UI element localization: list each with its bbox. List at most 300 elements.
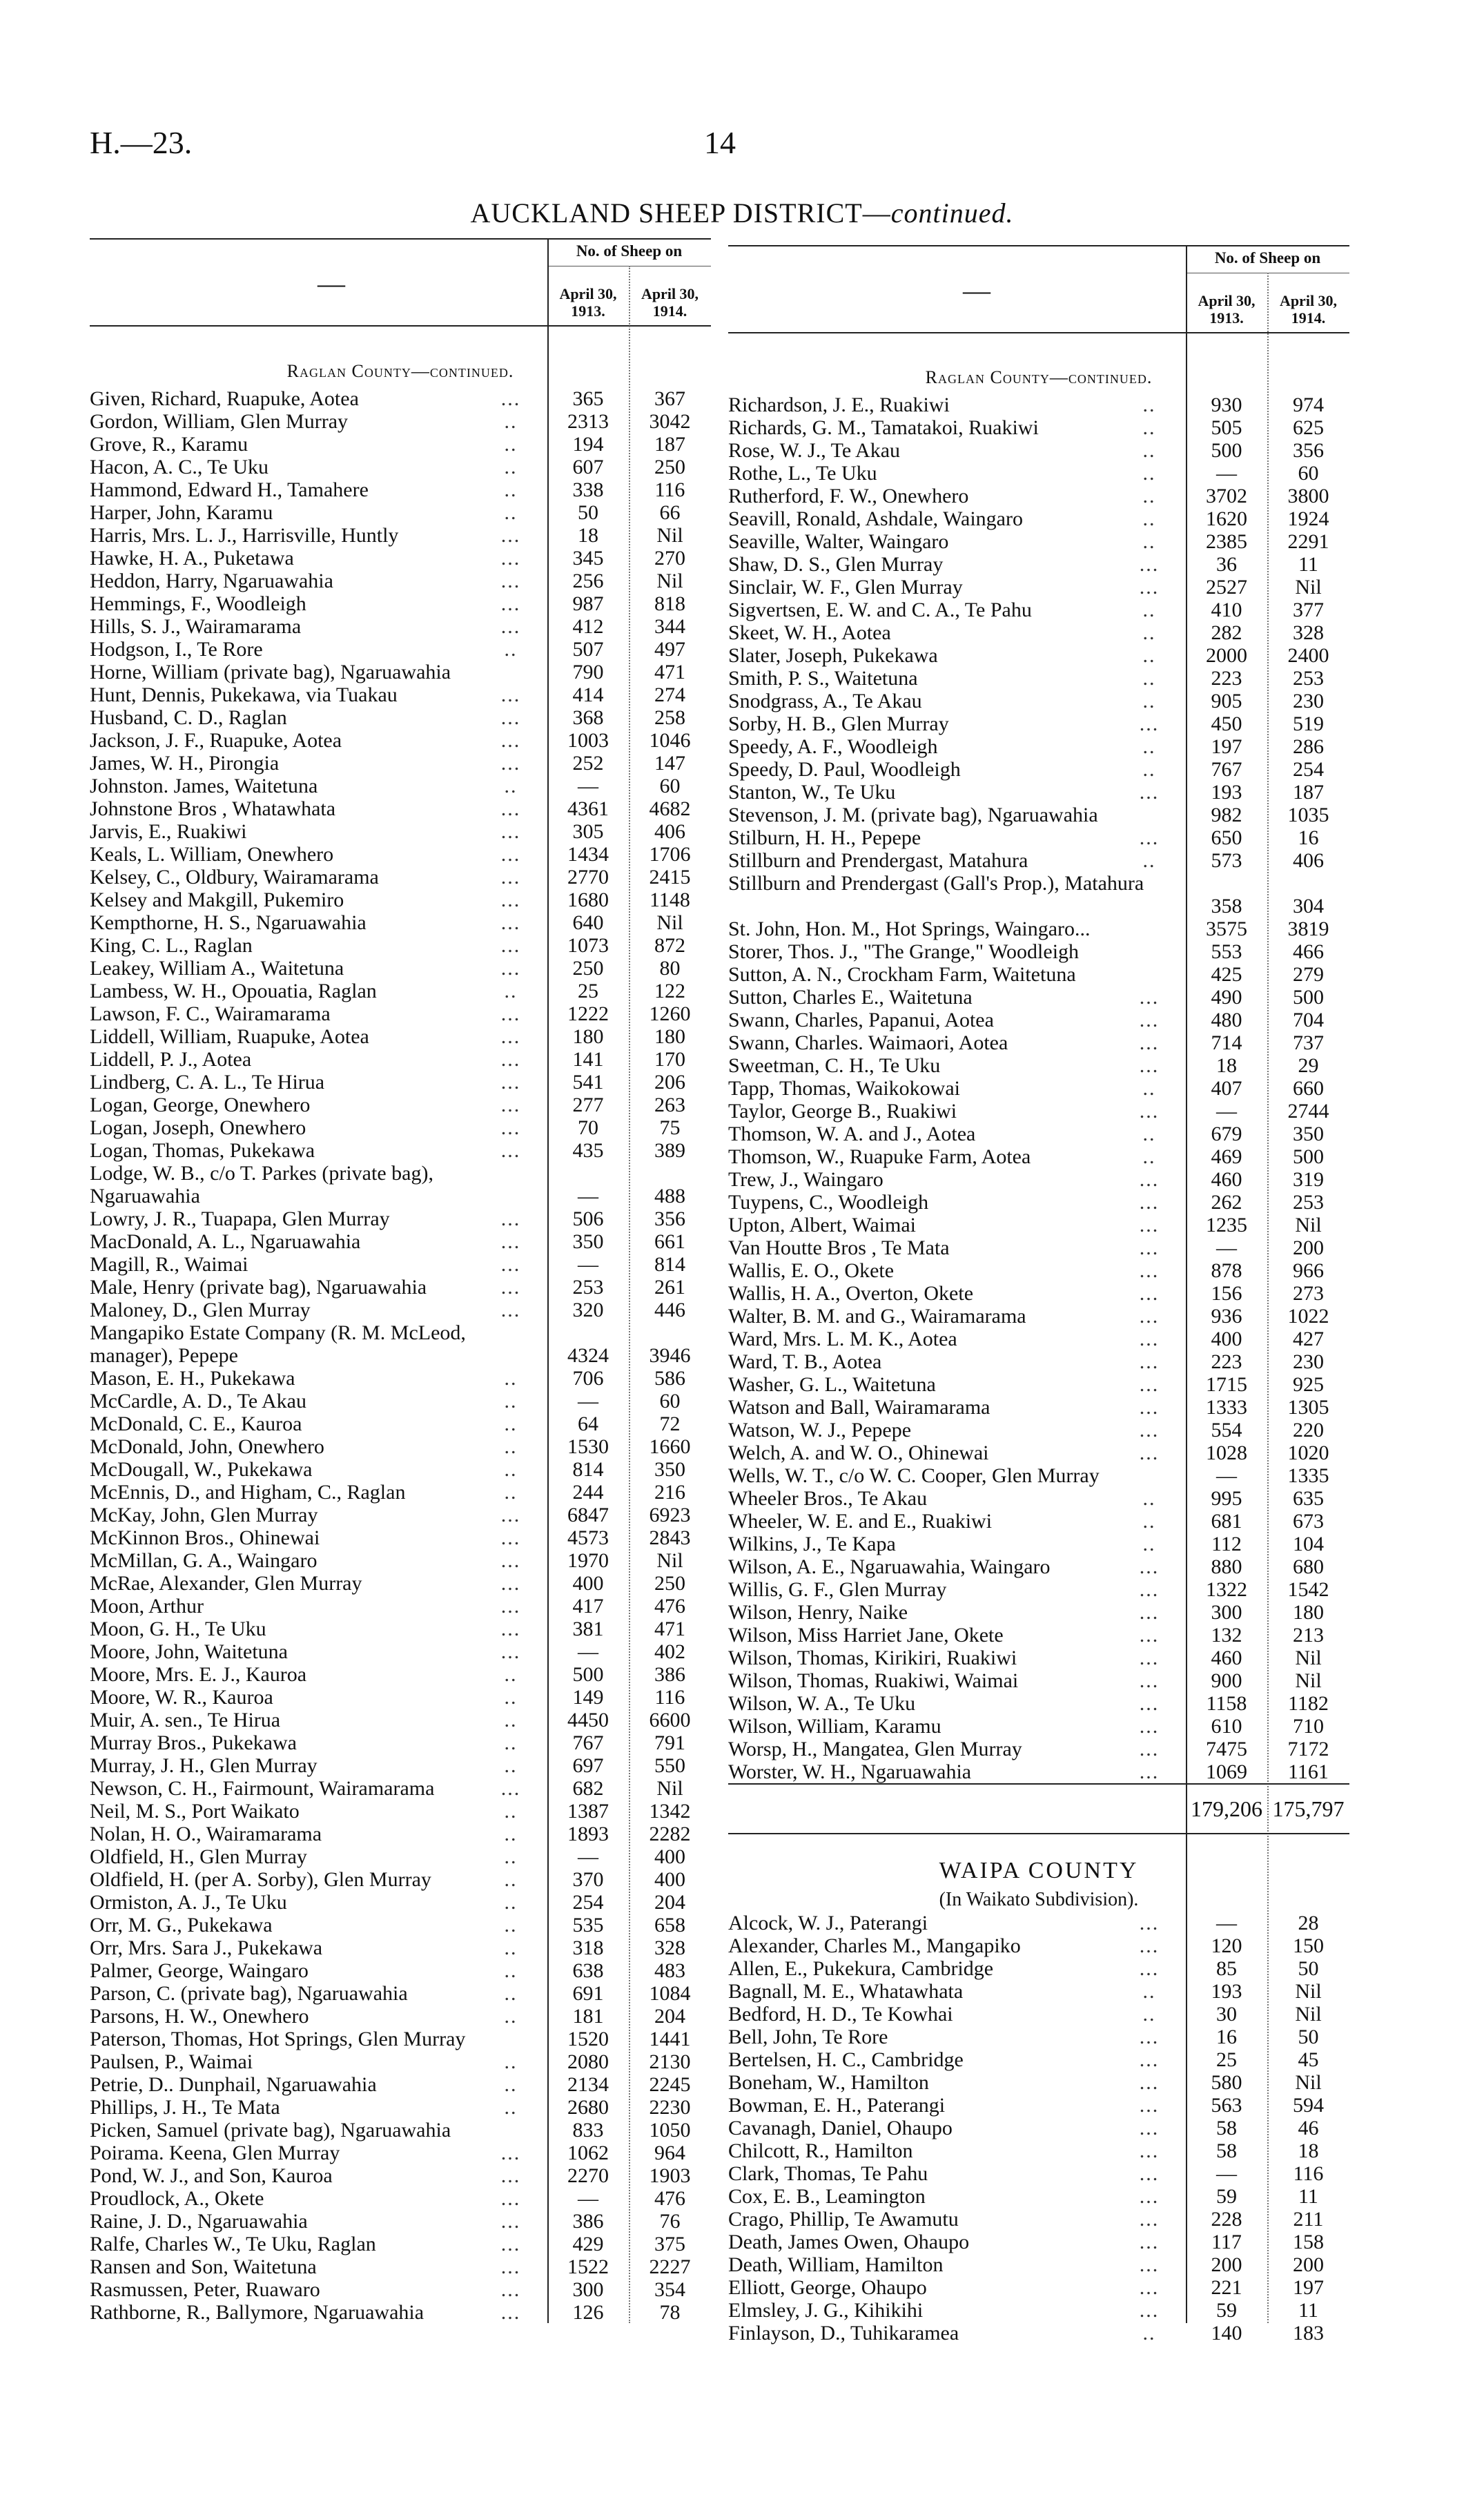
leader-dots: .. — [504, 410, 518, 433]
sheep-1914: 872 — [654, 934, 685, 957]
sheep-1913: 370 — [572, 1868, 604, 1891]
sheep-1914: 377 — [1293, 599, 1324, 621]
sheep-1914: 966 — [1293, 1259, 1324, 1282]
sheep-1913: 480 — [1211, 1009, 1242, 1031]
owner-name: Oldfield, H., Glen Murray — [90, 1845, 307, 1868]
table-row — [90, 1048, 711, 1071]
table-row — [728, 1191, 1349, 1214]
sheep-1914: 2227 — [649, 2255, 691, 2278]
leader-dots: ... — [1139, 1259, 1160, 1282]
leader-dots: .. — [504, 1731, 518, 1754]
sheep-1913: 706 — [572, 1367, 604, 1390]
sheep-1914: 72 — [659, 1412, 681, 1435]
sheep-1914: Nil — [656, 524, 683, 547]
sheep-1913: 140 — [1211, 2322, 1242, 2344]
sheep-1913: 507 — [572, 638, 604, 661]
sheep-1914: 925 — [1293, 1373, 1324, 1396]
table-row — [728, 940, 1349, 963]
table-row — [728, 963, 1349, 986]
sheep-1913: 767 — [1211, 758, 1242, 781]
sheep-1914: 710 — [1293, 1715, 1324, 1738]
sheep-1914: 6923 — [649, 1504, 691, 1526]
owner-name: Alcock, W. J., Paterangi — [728, 1912, 928, 1934]
total-1913: 179,206 — [1191, 1796, 1262, 1821]
table-row — [90, 1094, 711, 1116]
leader-dots: .. — [1142, 1533, 1156, 1555]
owner-name: McKay, John, Glen Murray — [90, 1504, 318, 1526]
owner-name: Kelsey, C., Oldbury, Wairamarama — [90, 866, 379, 889]
owner-name: McDonald, John, Onewhero — [90, 1435, 324, 1458]
sheep-1913: 1003 — [567, 729, 609, 752]
table-row — [90, 478, 711, 501]
leader-dots: ... — [1139, 576, 1160, 599]
leader-dots: ... — [500, 2187, 521, 2210]
table-row — [90, 1868, 711, 1891]
owner-name: Death, William, Hamilton — [728, 2253, 944, 2276]
table-row — [90, 1777, 711, 1800]
sheep-1913: 469 — [1211, 1145, 1242, 1168]
table-row — [90, 1002, 711, 1025]
table-row — [728, 1100, 1349, 1123]
owner-name: Snodgrass, A., Te Akau — [728, 690, 922, 712]
owner-name: Cox, E. B., Leamington — [728, 2185, 926, 2208]
table-row — [90, 387, 711, 410]
sheep-1914: 60 — [659, 775, 681, 797]
sheep-1913: 400 — [572, 1572, 604, 1595]
table-row — [90, 2255, 711, 2278]
leader-dots: ... — [1139, 781, 1160, 804]
sheep-1913: 2385 — [1206, 530, 1247, 553]
sheep-1914: 60 — [1298, 462, 1319, 485]
header-group-label: No. of Sheep on — [1214, 249, 1321, 266]
sheep-1914: 6600 — [649, 1709, 691, 1731]
owner-name: McMillan, G. A., Waingaro — [90, 1549, 318, 1572]
table-row — [728, 416, 1349, 439]
leader-dots: ... — [1139, 1168, 1160, 1191]
owner-name: Wilson, Thomas, Ruakiwi, Waimai — [728, 1669, 1019, 1692]
owner-name: Wells, W. T., c/o W. C. Cooper, Glen Murray — [728, 1464, 1100, 1487]
leader-dots: .. — [504, 1936, 518, 1959]
owner-name: Mason, E. H., Pukekawa — [90, 1367, 295, 1390]
owner-name: Bertelsen, H. C., Cambridge — [728, 2048, 964, 2071]
left-table-header — [90, 238, 711, 327]
sheep-1914: 476 — [654, 2187, 685, 2210]
owner-name: Wilson, Henry, Naike — [728, 1601, 908, 1624]
owner-name: Magill, R., Waimai — [90, 1253, 248, 1276]
sheep-1913: 223 — [1211, 667, 1242, 690]
table-row — [728, 576, 1349, 599]
table-row — [90, 1640, 711, 1663]
leader-dots: ... — [1139, 2117, 1160, 2139]
table-row — [90, 410, 711, 433]
owner-name: Husband, C. D., Raglan — [90, 706, 287, 729]
table-row — [728, 1555, 1349, 1578]
leader-dots: ... — [1139, 2162, 1160, 2185]
owner-name: Lawson, F. C., Wairamarama — [90, 1002, 331, 1025]
owner-name: Bagnall, M. E., Whatawhata — [728, 1980, 964, 2003]
sheep-1913: 410 — [1211, 599, 1242, 621]
table-row — [728, 1145, 1349, 1168]
leader-dots: ... — [500, 911, 521, 934]
sheep-1914: 964 — [654, 2142, 685, 2164]
leader-dots: .. — [504, 2096, 518, 2119]
sheep-1913: 318 — [572, 1936, 604, 1959]
owner-name: Sutton, Charles E., Waitetuna — [728, 986, 973, 1009]
sheep-1914: 80 — [659, 957, 681, 980]
table-row — [90, 1936, 711, 1959]
sheep-1913: 58 — [1216, 2139, 1237, 2162]
owner-name: Moore, Mrs. E. J., Kauroa — [90, 1663, 307, 1686]
table-row — [728, 1305, 1349, 1328]
sheep-1914: 350 — [654, 1458, 685, 1481]
leader-dots: ... — [1139, 1957, 1160, 1980]
leader-dots: ... — [500, 1640, 521, 1663]
owner-name: Worster, W. H., Ngaruawahia — [728, 1760, 972, 1783]
leader-dots: ... — [1139, 2139, 1160, 2162]
sheep-1913: 156 — [1211, 1282, 1242, 1305]
sheep-1914: 386 — [654, 1663, 685, 1686]
owner-name: Wheeler, W. E. and E., Ruakiwi — [728, 1510, 993, 1533]
sheep-1914: 220 — [1293, 1419, 1324, 1441]
leader-dots: ... — [1139, 986, 1160, 1009]
table-row — [728, 1054, 1349, 1077]
leader-dots: ... — [1139, 1396, 1160, 1419]
sheep-1914: 150 — [1293, 1934, 1324, 1957]
leader-dots: ... — [500, 1116, 521, 1139]
table-row — [90, 592, 711, 615]
owner-name: Moore, John, Waitetuna — [90, 1640, 288, 1663]
sheep-1913: 679 — [1211, 1123, 1242, 1145]
sheep-1914: 122 — [654, 980, 685, 1002]
owner-name: Given, Richard, Ruapuke, Aotea — [90, 387, 359, 410]
owner-name: Tuypens, C., Woodleigh — [728, 1191, 929, 1214]
sheep-1914: 2282 — [649, 1823, 691, 1845]
owner-name: Thomson, W. A. and J., Aotea — [728, 1123, 976, 1145]
leader-dots: .. — [504, 775, 518, 797]
sheep-1914: 550 — [654, 1754, 685, 1777]
leader-dots: .. — [1142, 530, 1156, 553]
sheep-1914: 60 — [659, 1390, 681, 1412]
sheep-1914: 500 — [1293, 1145, 1324, 1168]
sheep-1914: 680 — [1293, 1555, 1324, 1578]
leader-dots: .. — [1142, 621, 1156, 644]
sheep-1914: 586 — [654, 1367, 685, 1390]
table-row — [728, 1669, 1349, 1692]
sheep-1914: 1050 — [649, 2119, 691, 2142]
owner-name: Orr, Mrs. Sara J., Pukekawa — [90, 1936, 323, 1959]
sheep-1914: 170 — [654, 1048, 685, 1071]
leader-dots: .. — [1142, 1980, 1156, 2003]
sheep-1914: 519 — [1293, 712, 1324, 735]
sheep-1914: 187 — [1293, 781, 1324, 804]
sheep-1913: 381 — [572, 1618, 604, 1640]
sheep-1913: 320 — [572, 1299, 604, 1321]
leader-dots: .. — [1142, 1123, 1156, 1145]
table-row — [90, 1390, 711, 1412]
sheep-1913: 1434 — [567, 843, 609, 866]
leader-dots: ... — [500, 1526, 521, 1549]
sheep-1913: 126 — [572, 2301, 604, 2324]
owner-name: Seaville, Walter, Waingaro — [728, 530, 949, 553]
table-row — [90, 1435, 711, 1458]
sheep-1914: 270 — [654, 547, 685, 570]
sheep-1914: 356 — [1293, 439, 1324, 462]
leader-dots: .. — [1142, 690, 1156, 712]
leader-dots: ... — [1139, 553, 1160, 576]
sheep-1913: 506 — [572, 1207, 604, 1230]
table-row — [90, 1139, 711, 1162]
sheep-1913: 25 — [578, 980, 598, 1002]
header-col-1914: April 30, 1914. — [641, 285, 699, 320]
leader-dots: ... — [500, 1094, 521, 1116]
owner-name: Rose, W. J., Te Akau — [728, 439, 901, 462]
table-row — [90, 2210, 711, 2233]
sheep-1914: 200 — [1293, 1236, 1324, 1259]
table-row — [728, 690, 1349, 712]
sheep-1913: 358 — [1211, 895, 1242, 918]
leader-dots: ... — [1139, 1328, 1160, 1350]
owner-name: Orr, M. G., Pukekawa — [90, 1914, 273, 1936]
leader-dots: ... — [500, 820, 521, 843]
sheep-1913: 500 — [1211, 439, 1242, 462]
table-row — [728, 1259, 1349, 1282]
sheep-1914: 180 — [1293, 1601, 1324, 1624]
leader-dots: .. — [504, 1686, 518, 1709]
sheep-1914: Nil — [656, 1777, 683, 1800]
sheep-1914: Nil — [1295, 576, 1322, 599]
table-row — [90, 706, 711, 729]
sheep-1913: 714 — [1211, 1031, 1242, 1054]
owner-name: Bowman, E. H., Paterangi — [728, 2094, 946, 2117]
owner-name: Harris, Mrs. L. J., Harrisville, Huntly — [90, 524, 399, 547]
leader-dots: .. — [504, 1367, 518, 1390]
leader-dots: ... — [500, 1549, 521, 1572]
table-row — [728, 1373, 1349, 1396]
sheep-1913: 112 — [1211, 1533, 1242, 1555]
table-row — [90, 1253, 711, 1276]
section-heading-text: Raglan County—continued. — [925, 367, 1153, 387]
table-row — [728, 1601, 1349, 1624]
sheep-1914: 471 — [654, 1618, 685, 1640]
owner-name: Shaw, D. S., Glen Murray — [728, 553, 944, 576]
sheep-1913: 400 — [1211, 1328, 1242, 1350]
owner-name: Swann, Charles. Waimaori, Aotea — [728, 1031, 1008, 1054]
table-row — [728, 394, 1349, 416]
sheep-1914: 1260 — [649, 1002, 691, 1025]
sheep-1913: — — [578, 2187, 598, 2210]
sheep-1914: 367 — [654, 387, 685, 410]
owner-name: Storer, Thos. J., "The Grange," Woodleigh — [728, 940, 1080, 963]
sheep-1914: 104 — [1293, 1533, 1324, 1555]
leader-dots: ... — [500, 1504, 521, 1526]
owner-name: Ward, Mrs. L. M. K., Aotea — [728, 1328, 957, 1350]
table-row — [90, 2028, 711, 2050]
table-row — [728, 1328, 1349, 1350]
sheep-1914: 1182 — [1288, 1692, 1329, 1715]
owner-name: Keals, L. William, Onewhero — [90, 843, 334, 866]
sheep-1913: 982 — [1211, 804, 1242, 826]
leader-dots: .. — [504, 638, 518, 661]
table-row — [90, 2073, 711, 2096]
section-heading-text: Raglan County—continued. — [286, 361, 514, 381]
table-row — [728, 826, 1349, 849]
leader-dots: ... — [1139, 2208, 1160, 2231]
leader-dots: .. — [1142, 462, 1156, 485]
owner-name: Lindberg, C. A. L., Te Hirua — [90, 1071, 325, 1094]
owner-name: Gordon, William, Glen Murray — [90, 410, 349, 433]
sheep-1914: 737 — [1293, 1031, 1324, 1054]
owner-name: Neil, M. S., Port Waikato — [90, 1800, 300, 1823]
table-row — [90, 1367, 711, 1390]
table-row — [90, 2142, 711, 2164]
sheep-1913: 650 — [1211, 826, 1242, 849]
table-row — [90, 1663, 711, 1686]
table-row — [90, 2164, 711, 2187]
table-row — [90, 638, 711, 661]
owner-name: McDonald, C. E., Kauroa — [90, 1412, 302, 1435]
owner-name: Wallis, H. A., Overton, Okete — [728, 1282, 974, 1305]
sheep-1913: 1970 — [567, 1549, 609, 1572]
table-row — [728, 2231, 1349, 2253]
owner-name: King, C. L., Raglan — [90, 934, 253, 957]
sheep-1913: 995 — [1211, 1487, 1242, 1510]
sheep-1914: 263 — [654, 1094, 685, 1116]
sheep-1913: 790 — [572, 661, 604, 683]
sheep-1914: 230 — [1293, 690, 1324, 712]
leader-dots: ... — [500, 1618, 521, 1640]
owner-name: Kelsey and Makgill, Pukemiro — [90, 889, 344, 911]
table-row — [728, 1282, 1349, 1305]
table-row — [728, 1168, 1349, 1191]
sheep-1913: 18 — [1216, 1054, 1237, 1077]
sheep-1913: 691 — [572, 1982, 604, 2005]
sheep-1914: 206 — [654, 1071, 685, 1094]
sheep-1913: 282 — [1211, 621, 1242, 644]
owner-name: Jarvis, E., Ruakiwi — [90, 820, 247, 843]
leader-dots: ... — [1139, 1578, 1160, 1601]
sheep-1914: 483 — [654, 1959, 685, 1982]
leader-dots: .. — [1142, 1077, 1156, 1100]
owner-name: Alexander, Charles M., Mangapiko — [728, 1934, 1021, 1957]
table-row — [728, 1912, 1349, 1934]
right-table-header — [728, 245, 1349, 333]
sheep-1914: 253 — [1293, 667, 1324, 690]
sheep-1914: 253 — [1293, 1191, 1324, 1214]
sheep-1913: 120 — [1211, 1934, 1242, 1957]
sheep-1913: — — [578, 775, 598, 797]
sheep-1913: 767 — [572, 1731, 604, 1754]
owner-name: Bell, John, Te Rore — [728, 2026, 888, 2048]
owner-name: Lambess, W. H., Opouatia, Raglan — [90, 980, 377, 1002]
leader-dots: .. — [1142, 439, 1156, 462]
leader-dots: ... — [500, 1230, 521, 1253]
owner-name: Taylor, George B., Ruakiwi — [728, 1100, 957, 1123]
sheep-1914: 204 — [654, 2005, 685, 2028]
owner-name: McKinnon Bros., Ohinewai — [90, 1526, 320, 1549]
table-row — [90, 1162, 711, 1207]
sheep-1914: 16 — [1298, 826, 1319, 849]
owner-name: Liddell, P. J., Aotea — [90, 1048, 252, 1071]
sheep-1913: 987 — [572, 592, 604, 615]
leader-dots: ... — [1139, 1214, 1160, 1236]
owner-name: Hodgson, I., Te Rore — [90, 638, 263, 661]
sheep-1914: 4682 — [649, 797, 691, 820]
sheep-1913: 2134 — [567, 2073, 609, 2096]
sheep-1914: 2415 — [649, 866, 691, 889]
table-row — [90, 1845, 711, 1868]
table-row — [728, 507, 1349, 530]
owner-name: Muir, A. sen., Te Hirua — [90, 1709, 281, 1731]
leader-dots: .. — [1142, 849, 1156, 872]
table-row — [90, 1914, 711, 1936]
table-row — [90, 980, 711, 1002]
owner-name: Skeet, W. H., Aotea — [728, 621, 891, 644]
owner-name: Hammond, Edward H., Tamahere — [90, 478, 369, 501]
leader-dots: .. — [504, 1959, 518, 1982]
leader-dots: ... — [500, 570, 521, 592]
sheep-1913: 194 — [572, 433, 604, 456]
leader-dots: .. — [1142, 667, 1156, 690]
sheep-1914: 814 — [654, 1253, 685, 1276]
page-reference: H.—23. — [90, 125, 193, 160]
sheep-1913: 407 — [1211, 1077, 1242, 1100]
leader-dots: ... — [1139, 1054, 1160, 1077]
sheep-1914: 1084 — [649, 1982, 691, 2005]
sheep-1913: 256 — [572, 570, 604, 592]
leader-dots: .. — [504, 1435, 518, 1458]
owner-name: Sweetman, C. H., Te Uku — [728, 1054, 941, 1077]
leader-dots: .. — [504, 1868, 518, 1891]
table-row — [728, 530, 1349, 553]
sheep-1914: 1441 — [649, 2028, 691, 2050]
table-row — [728, 2071, 1349, 2094]
table-row — [90, 729, 711, 752]
table-row — [728, 1464, 1349, 1487]
sheep-1914: 2400 — [1287, 644, 1329, 667]
leader-dots: ... — [500, 843, 521, 866]
table-row — [728, 462, 1349, 485]
owner-name: Hemmings, F., Woodleigh — [90, 592, 306, 615]
sheep-1913: 640 — [572, 911, 604, 934]
leader-dots: ... — [1139, 1373, 1160, 1396]
table-row — [90, 797, 711, 820]
table-row — [90, 1458, 711, 1481]
owner-name: Wilson, Miss Harriet Jane, Okete — [728, 1624, 1004, 1647]
sheep-1914: 594 — [1293, 2094, 1324, 2117]
sheep-1913: 936 — [1211, 1305, 1242, 1328]
leader-dots: .. — [1142, 507, 1156, 530]
leader-dots: ... — [1139, 1282, 1160, 1305]
sheep-1913: 1028 — [1206, 1441, 1247, 1464]
sheep-1913: 36 — [1216, 553, 1237, 576]
table-row — [90, 2050, 711, 2073]
leader-dots: ... — [1139, 2299, 1160, 2322]
table-row — [90, 547, 711, 570]
sheep-1913: 505 — [1211, 416, 1242, 439]
sheep-1914: 375 — [654, 2233, 685, 2255]
sheep-1913: — — [1216, 1912, 1237, 1934]
leader-dots: ... — [1139, 1031, 1160, 1054]
sheep-1913: 607 — [572, 456, 604, 478]
owner-name: Richards, G. M., Tamatakoi, Ruakiwi — [728, 416, 1039, 439]
owner-name: Palmer, George, Waingaro — [90, 1959, 309, 1982]
sheep-1914: 286 — [1293, 735, 1324, 758]
sheep-1914: 2291 — [1287, 530, 1329, 553]
sheep-1914: 3946 — [649, 1344, 691, 1367]
sheep-1913: 197 — [1211, 735, 1242, 758]
sheep-1913: 2527 — [1206, 576, 1247, 599]
sheep-1913: 1620 — [1206, 507, 1247, 530]
